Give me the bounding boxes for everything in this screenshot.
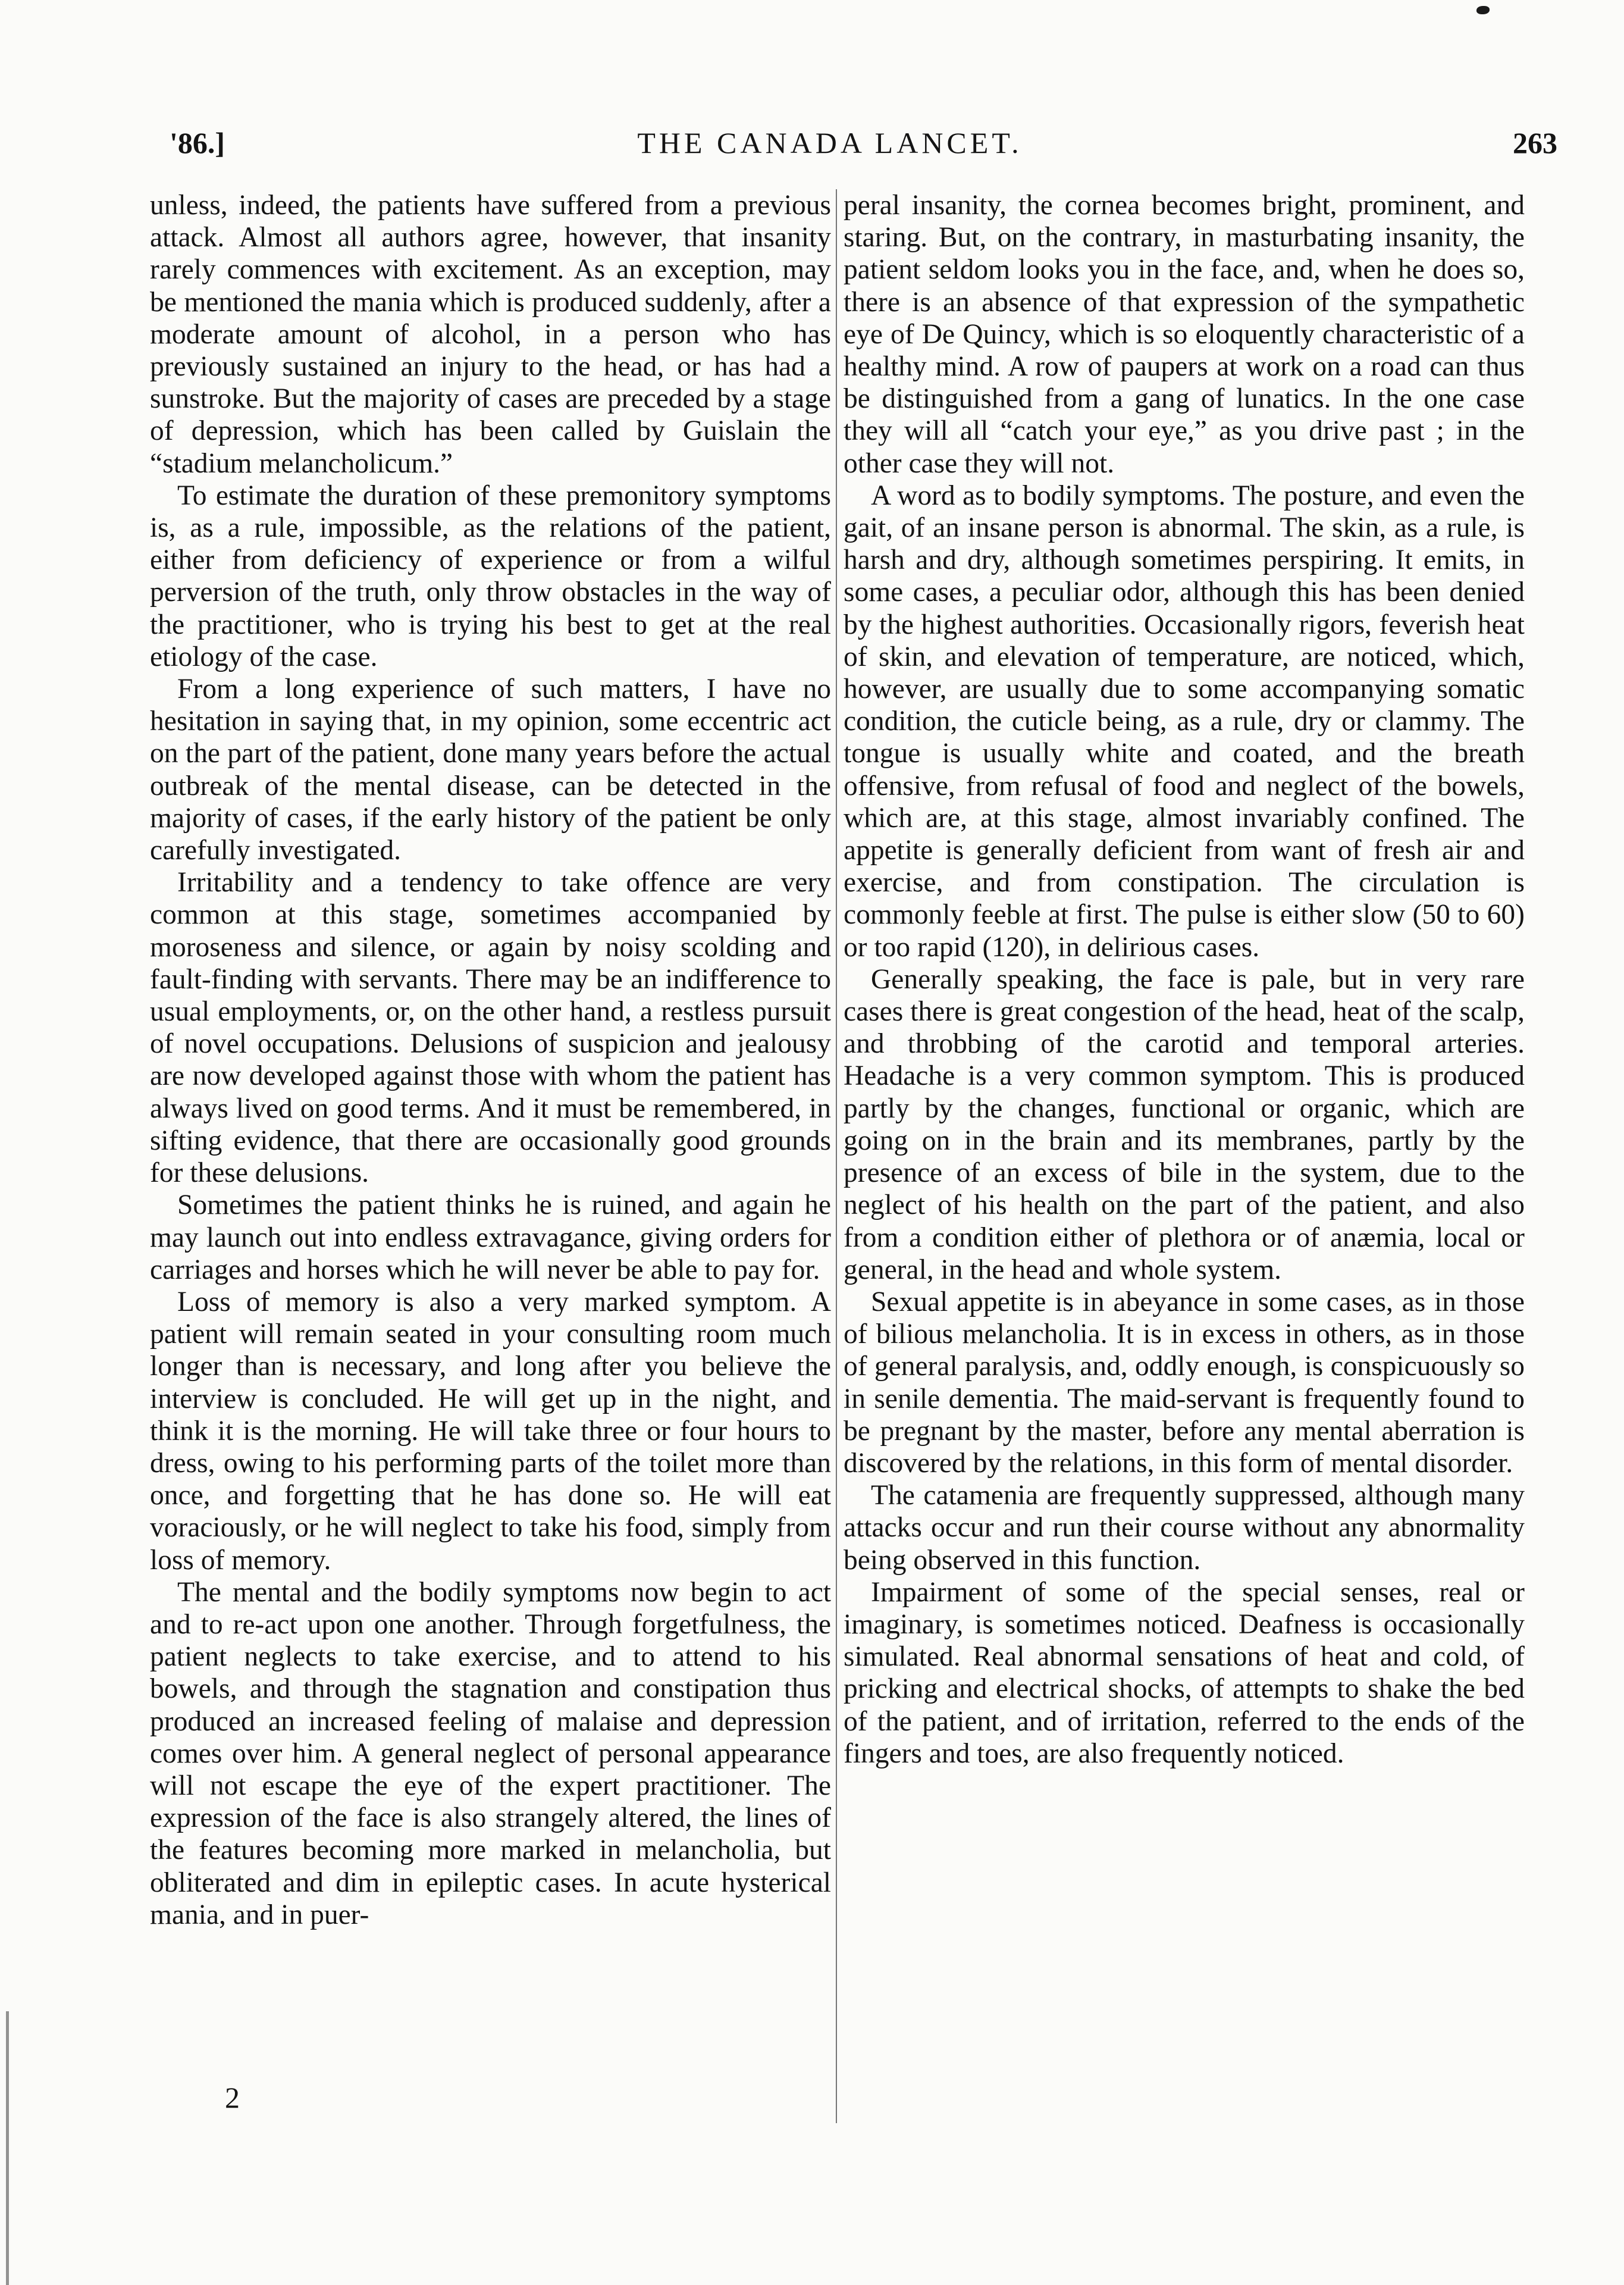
paragraph: peral insanity, the cornea becomes bright, prominent, and staring. But, on the contrary, in masturbating insanity, the patient seldom looks you in the face, and, when he does so, there is an absence of that expression of the sympathetic eye of De Quincy, which is so eloquently characteristic of a healthy mind. A row of paupers at work on a road can thus be distinguished from a gang of lunatics. In the one case they will all “catch your eye,” as you drive past ; in the other case they will not. [844,190,1525,479]
journal-title: THE CANADA LANCET. [637,126,1023,159]
paragraph: The catamenia are frequently suppressed, although many attacks occur and run their course without any abnormality being observed in this function. [844,1480,1525,1576]
paragraph: Generally speaking, the face is pale, but in very rare cases there is great congestion of the head, heat of the scalp, and throbbing of the carotid and temporal arteries. Headache is a very common symptom. This is produced partly by the changes, functional or organic, which are going on in the brain and its membranes, partly by the presence of an excess of bile in the system, due to the neglect of his health on the part of the patient, and also from a condition either of plethora or of anæmia, local or general, in the head and whole system. [844,963,1525,1285]
right-column [844,189,1525,1770]
signature-mark: 2 [225,2081,240,2114]
paragraph: unless, indeed, the patients have suffered from a previous attack. Almost all authors agree, however, that insanity rarely commences with excitement. As an exception, may be mentioned the mania which is produced suddenly, after a moderate amount of alcohol, in a person who has previously sustained an injury to the head, or has had a sunstroke. But the majority of cases are preceded by a stage of depression, which has been called by Guislain the “stadium melancholicum.” [150,190,831,479]
ink-speck [1476,6,1490,14]
paragraph: Sometimes the patient thinks he is ruined, and again he may launch out into endless extravagance, giving orders for carriages and horses which he will never be able to pay for. [150,1190,831,1285]
paragraph: Impairment of some of the special senses, real or imaginary, is sometimes noticed. Deafness is occasionally simulated. Real abnormal sensations of heat and cold, of pricking and electrical shocks, of attempts to shake the bed of the patient, and of irritation, referred to the ends of the fingers and toes, are also frequently noticed. [844,1576,1525,1769]
column-divider [836,189,837,2123]
paragraph: From a long experience of such matters, I have no hesitation in saying that, in my opinion, some eccentric act on the part of the patient, done many years before the actual outbreak of the mental disease, can be detected in the majority of cases, if the early history of the patient be only carefully investigated. [150,674,831,866]
running-header [0,119,1624,167]
paragraph: The mental and the bodily symptoms now begin to act and to re-act upon one another. Through forgetfulness, the patient neglects to take exercise, and to attend to his bowels, and through the stagnation and constipation thus produced an increased feeling of malaise and depression comes over him. A general neglect of personal appearance will not escape the eye of the expert practitioner. The expression of the face is also strangely altered, the lines of the features becoming more marked in melancholia, but obliterated and dim in epileptic cases. In acute hysterical mania, and in puer- [150,1576,831,1930]
paragraph: Loss of memory is also a very marked symptom. A patient will remain seated in your consulting room much longer than is necessary, and long after you believe the interview is concluded. He will get up in the night, and think it is the morning. He will take three or four hours to dress, owing to his performing parts of the toilet more than once, and forgetting that he has done so. He will eat voraciously, or he will neglect to take his food, simply from loss of memory. [150,1286,831,1576]
page-number: 263 [1513,126,1557,159]
header-year: '86.] [170,126,225,159]
paragraph: Irritability and a tendency to take offence are very common at this stage, sometimes accompanied by moroseness and silence, or again by noisy scolding and fault-finding with servants. There may be an indifference to usual employments, or, on the other hand, a restless pursuit of novel occupations. Delusions of suspicion and jealousy are now developed against those with whom the patient has always lived on good terms. And it must be remembered, in sifting evidence, that there are occasionally good grounds for these delusions. [150,867,831,1189]
left-column [150,189,831,1931]
paragraph: To estimate the duration of these premonitory symptoms is, as a rule, impossible, as the relations of the patient, either from deficiency of experience or from a wilful perversion of the truth, only throw obstacles in the way of the practitioner, who is trying his best to get at the real etiology of the case. [150,480,831,672]
binding-edge [6,2011,9,2285]
paragraph: A word as to bodily symptoms. The posture, and even the gait, of an insane person is abnormal. The skin, as a rule, is harsh and dry, although sometimes perspiring. It emits, in some cases, a peculiar odor, although this has been denied by the highest authorities. Occasionally rigors, feverish heat of skin, and elevation of temperature, are noticed, which, however, are usually due to some accompanying somatic condition, the cuticle being, as a rule, dry or clammy. The tongue is usually white and coated, and the breath offensive, from refusal of food and neglect of the bowels, which are, at this stage, almost invariably confined. The appetite is generally deficient from want of fresh air and exercise, and from constipation. The circulation is commonly feeble at first. The pulse is either slow (50 to 60) or too rapid (120), in delirious cases. [844,480,1525,963]
paragraph: Sexual appetite is in abeyance in some cases, as in those of bilious melancholia. It is in excess in others, as in those of general paralysis, and, oddly enough, is conspicuously so in senile dementia. The maid-servant is frequently found to be pregnant by the master, before any mental aberration is discovered by the relations, in this form of mental disorder. [844,1286,1525,1479]
